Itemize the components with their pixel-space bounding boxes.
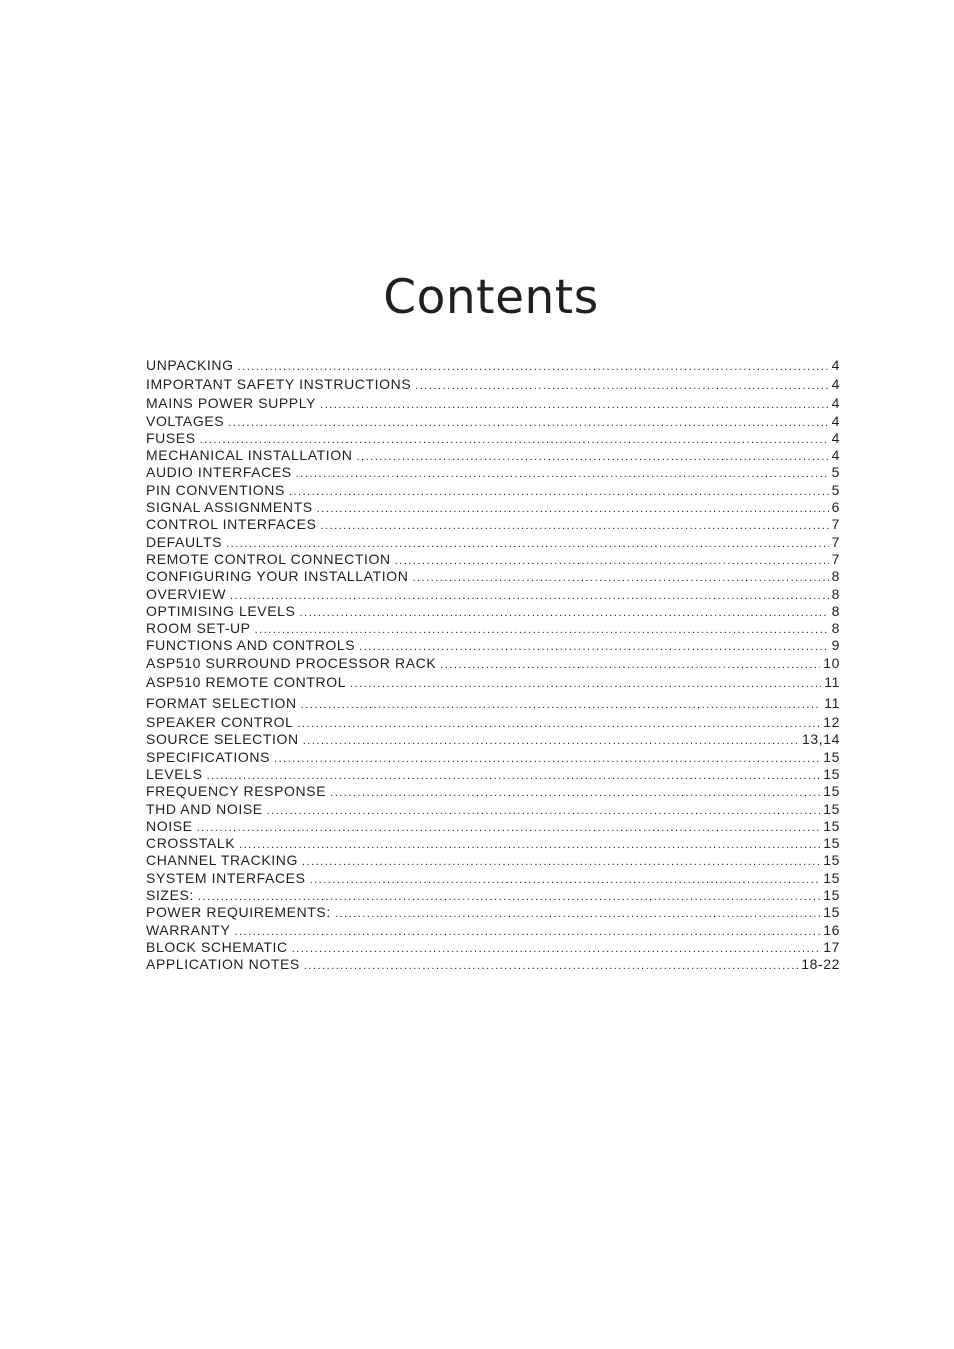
toc-entry-system-interfaces[interactable]: [146, 870, 840, 887]
dot-leader: [335, 906, 820, 923]
toc-entry-label: SIGNAL ASSIGNMENTS: [146, 499, 313, 516]
toc-entry-label: MECHANICAL INSTALLATION: [146, 447, 353, 464]
dot-leader: [296, 466, 829, 483]
toc-entry-page: 4: [831, 395, 840, 412]
dot-leader: [317, 501, 829, 518]
toc-entry-page: 5: [831, 481, 840, 498]
toc-entry-speaker-control[interactable]: [146, 714, 840, 731]
dot-leader: [228, 415, 828, 432]
toc-entry-page: 6: [831, 499, 840, 516]
toc-entry-page: 11: [824, 674, 840, 691]
dot-leader: [197, 820, 821, 837]
dot-leader: [239, 837, 820, 854]
toc-entry-remote-control-connection[interactable]: [146, 551, 840, 568]
toc-entry-application-notes[interactable]: [146, 956, 840, 973]
dot-leader: [301, 695, 822, 716]
toc-entry-functions-and-controls[interactable]: [146, 637, 840, 654]
dot-leader: [320, 397, 829, 414]
dot-leader: [395, 553, 829, 570]
toc-entry-signal-assignments[interactable]: [146, 499, 840, 516]
toc-entry-frequency-response[interactable]: [146, 783, 840, 800]
toc-entry-page: 16: [823, 921, 840, 938]
toc-entry-room-set-up[interactable]: [146, 620, 840, 637]
toc-entry-page: 8: [831, 568, 840, 585]
toc-entry-page: 15: [823, 817, 840, 834]
toc-entry-label: OPTIMISING LEVELS: [146, 602, 296, 619]
toc-entry-page: 11: [824, 695, 840, 712]
toc-entry-fuses[interactable]: [146, 430, 840, 447]
toc-entry-label: ASP510 REMOTE CONTROL: [146, 674, 347, 691]
toc-entry-page: 13,14: [801, 731, 840, 748]
toc-entry-sizes[interactable]: [146, 887, 840, 904]
toc-entry-levels[interactable]: [146, 766, 840, 783]
toc-entry-page: 15: [823, 800, 840, 817]
toc-entry-unpacking[interactable]: [146, 357, 840, 374]
toc-entry-page: 15: [823, 783, 840, 800]
toc-entry-optimising-levels[interactable]: [146, 603, 840, 620]
toc-entry-label: SIZES:: [146, 887, 194, 904]
toc-entry-source-selection[interactable]: [146, 731, 840, 748]
toc-entry-label: CONFIGURING YOUR INSTALLATION: [146, 568, 409, 585]
toc-entry-page: 4: [831, 447, 840, 464]
toc-entry-thd-and-noise[interactable]: [146, 801, 840, 818]
toc-entry-label: IMPORTANT SAFETY INSTRUCTIONS: [146, 376, 412, 393]
dot-leader: [274, 751, 820, 768]
toc-entry-label: FREQUENCY RESPONSE: [146, 783, 327, 800]
toc-entry-label: LEVELS: [146, 765, 203, 782]
toc-entry-control-interfaces[interactable]: [146, 516, 840, 533]
toc-entry-page: 15: [823, 869, 840, 886]
toc-entry-defaults[interactable]: [146, 534, 840, 551]
dot-leader: [234, 924, 820, 941]
toc-entry-page: 15: [823, 765, 840, 782]
table-of-contents: [146, 357, 840, 974]
toc-entry-label: ASP510 SURROUND PROCESSOR RACK: [146, 654, 437, 671]
toc-entry-page: 10: [823, 654, 840, 671]
toc-entry-label: OVERVIEW: [146, 585, 227, 602]
toc-entry-label: SPECIFICATIONS: [146, 748, 271, 765]
toc-entry-crosstalk[interactable]: [146, 835, 840, 852]
dot-leader: [350, 674, 821, 695]
dot-leader: [412, 570, 828, 587]
toc-entry-specifications[interactable]: [146, 749, 840, 766]
toc-entry-page: 4: [831, 412, 840, 429]
dot-leader: [289, 484, 829, 501]
toc-entry-noise[interactable]: [146, 818, 840, 835]
toc-entry-asp510-remote-control[interactable]: [146, 672, 840, 693]
toc-entry-label: DEFAULTS: [146, 533, 223, 550]
toc-entry-page: 7: [831, 516, 840, 533]
toc-entry-mechanical-installation[interactable]: [146, 447, 840, 464]
dot-leader: [310, 872, 821, 889]
toc-entry-audio-interfaces[interactable]: [146, 464, 840, 481]
toc-entry-label: FORMAT SELECTION: [146, 695, 297, 712]
toc-entry-page: 7: [831, 533, 840, 550]
toc-entry-label: SYSTEM INTERFACES: [146, 869, 306, 886]
toc-entry-page: 4: [831, 376, 840, 393]
toc-entry-page: 18-22: [801, 956, 840, 973]
toc-entry-page: 8: [831, 620, 840, 637]
toc-entry-label: CROSSTALK: [146, 835, 236, 852]
toc-entry-label: APPLICATION NOTES: [146, 956, 300, 973]
dot-leader: [292, 941, 820, 958]
toc-entry-label: FUSES: [146, 429, 196, 446]
toc-entry-page: 15: [823, 748, 840, 765]
toc-entry-label: MAINS POWER SUPPLY: [146, 395, 317, 412]
toc-entry-page: 15: [823, 852, 840, 869]
page-title: Contents: [383, 270, 599, 325]
dot-leader: [356, 449, 828, 466]
toc-entry-label: FUNCTIONS AND CONTROLS: [146, 637, 356, 654]
dot-leader: [440, 657, 820, 674]
toc-entry-label: PIN CONVENTIONS: [146, 481, 285, 498]
toc-entry-label: REMOTE CONTROL CONNECTION: [146, 550, 391, 567]
toc-entry-label: POWER REQUIREMENTS:: [146, 904, 331, 921]
toc-entry-important-safety-instructions[interactable]: [146, 374, 840, 395]
toc-entry-page: 8: [831, 602, 840, 619]
toc-entry-mains-power-supply[interactable]: [146, 395, 840, 412]
dot-leader: [303, 733, 799, 750]
toc-entry-label: THD AND NOISE: [146, 800, 263, 817]
dot-leader: [302, 854, 820, 871]
toc-entry-page: 4: [831, 429, 840, 446]
toc-entry-block-schematic[interactable]: [146, 939, 840, 956]
toc-entry-page: 5: [831, 464, 840, 481]
toc-entry-label: CONTROL INTERFACES: [146, 516, 317, 533]
toc-entry-label: CHANNEL TRACKING: [146, 852, 298, 869]
dot-leader: [299, 605, 828, 622]
toc-entry-pin-conventions[interactable]: [146, 482, 840, 499]
dot-leader: [415, 376, 828, 397]
toc-entry-voltages[interactable]: [146, 413, 840, 430]
toc-entry-page: 12: [823, 714, 840, 731]
toc-entry-channel-tracking[interactable]: [146, 852, 840, 869]
dot-leader: [304, 958, 798, 975]
toc-entry-power-requirements[interactable]: [146, 904, 840, 921]
toc-entry-page: 7: [831, 550, 840, 567]
toc-entry-warranty[interactable]: [146, 922, 840, 939]
toc-entry-page: 9: [831, 637, 840, 654]
toc-entry-page: 4: [831, 357, 840, 373]
toc-entry-label: WARRANTY: [146, 921, 231, 938]
toc-entry-page: 17: [823, 938, 840, 955]
toc-entry-page: 15: [823, 887, 840, 904]
dot-leader: [330, 785, 820, 802]
dot-leader: [321, 518, 829, 535]
dot-leader: [267, 803, 821, 820]
toc-entry-label: UNPACKING: [146, 357, 234, 373]
toc-entry-page: 15: [823, 835, 840, 852]
toc-entry-label: VOLTAGES: [146, 412, 225, 429]
toc-entry-configuring-your-installation[interactable]: [146, 568, 840, 585]
toc-entry-asp510-surround-processor-rack[interactable]: [146, 655, 840, 672]
toc-entry-label: SPEAKER CONTROL: [146, 714, 294, 731]
toc-entry-overview[interactable]: [146, 586, 840, 603]
toc-entry-label: ROOM SET-UP: [146, 620, 251, 637]
toc-entry-label: AUDIO INTERFACES: [146, 464, 292, 481]
toc-entry-format-selection[interactable]: [146, 693, 840, 714]
toc-entry-page: 8: [831, 585, 840, 602]
toc-entry-label: SOURCE SELECTION: [146, 731, 299, 748]
toc-entry-label: NOISE: [146, 817, 193, 834]
dot-leader: [297, 716, 820, 733]
toc-entry-page: 15: [823, 904, 840, 921]
toc-entry-label: BLOCK SCHEMATIC: [146, 938, 288, 955]
dot-leader: [230, 588, 829, 605]
